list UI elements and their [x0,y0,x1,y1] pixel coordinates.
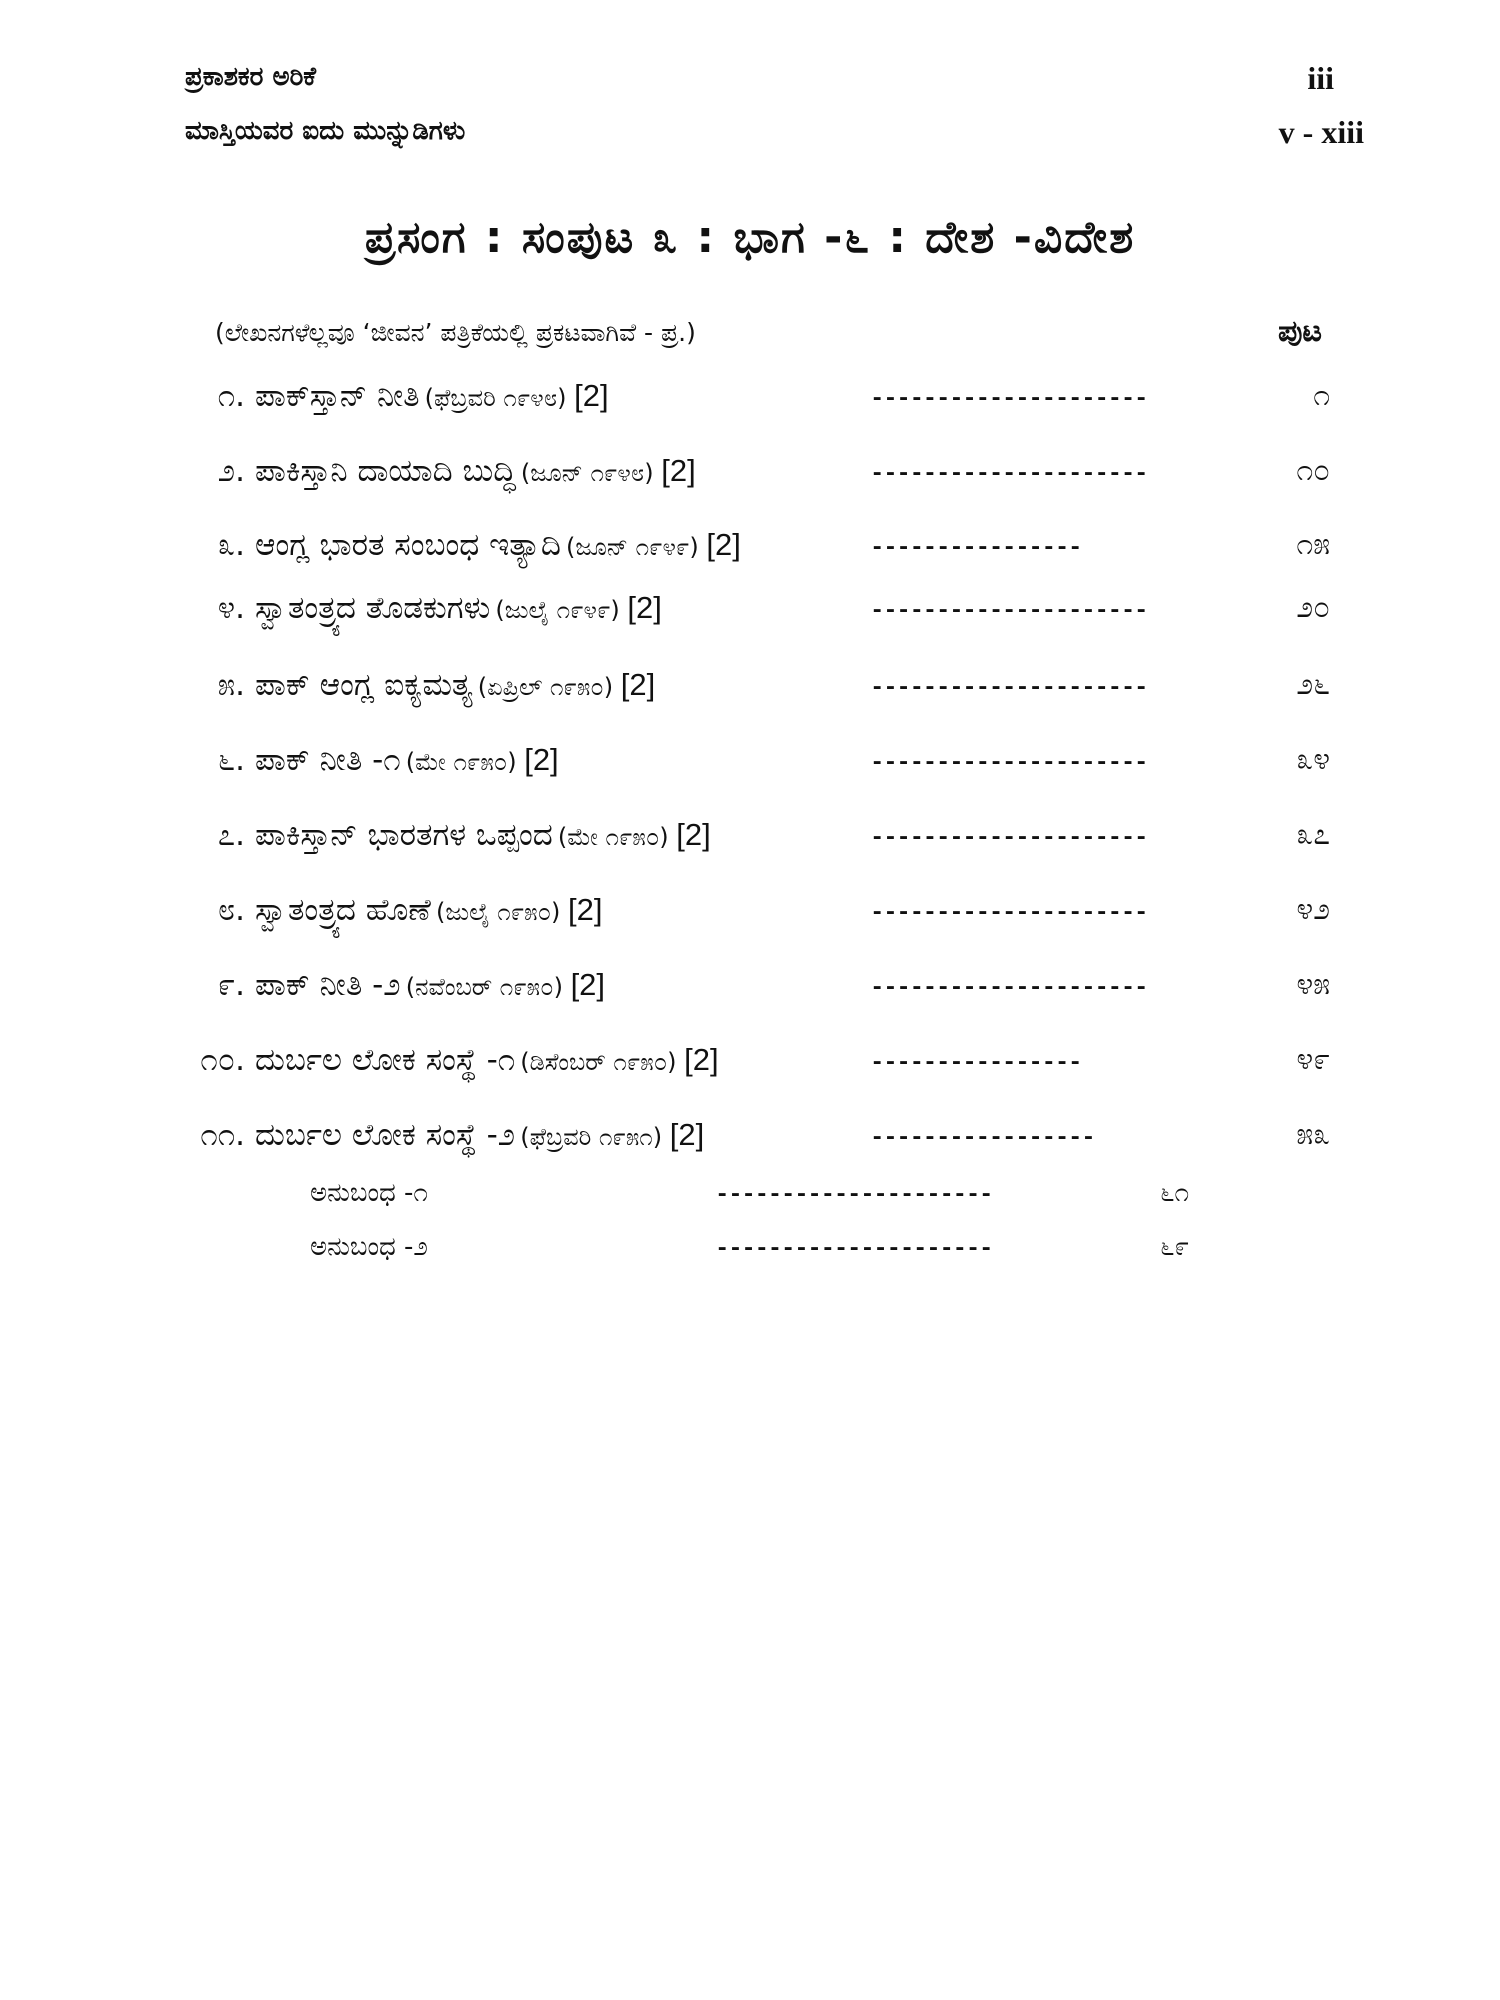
entry-number: ೯. [217,967,245,1003]
appendix-entry [0,1178,1500,1228]
entry-date: (ನವೆಂಬರ್ ೧೯೫೦) [405,973,571,1001]
entry-line [255,378,609,415]
page-column-heading: ಪುಟ [1277,314,1322,349]
front-matter-label: ಮಾಸ್ತಿಯವರ ಐದು ಮುನ್ನುಡಿಗಳು [185,116,466,146]
toc-entry [0,453,1500,503]
entry-leader: ----------------- [870,1125,1095,1152]
entry-line [255,590,662,627]
entry-title: ಪಾಕ್ ನೀತಿ -೨ [255,967,401,1003]
source-note: (ಲೇಖನಗಳೆಲ್ಲವೂ ‘ಜೀವನ’ ಪತ್ರಿಕೆಯಲ್ಲಿ ಪ್ರಕಟವಾಗಿವೆ - ಪ್ರ.) [215,318,696,347]
entry-title: ಸ್ವಾತಂತ್ರ್ಯದ ತೊಡಕುಗಳು [255,590,491,626]
entry-leader: --------------------- [870,900,1148,927]
entry-ref: [2] [620,667,656,702]
entry-leader: --------------------- [870,675,1148,702]
entry-number: ೧. [217,378,245,414]
entry-leader: --------------------- [870,386,1148,413]
entry-date: (ಫೆಬ್ರವರಿ ೧೯೪೮) [424,384,575,412]
entry-line [255,667,655,704]
entry-page: ೪೨ [1296,892,1330,927]
entry-line [255,1042,719,1079]
entry-title: ಪಾಕ್‌ಸ್ತಾನ್ ನೀತಿ [255,378,420,414]
entry-leader: --------------------- [870,598,1148,625]
toc-entry [0,1117,1500,1167]
entry-ref: [2] [706,527,741,562]
entry-date: (ಏಪ್ರಿಲ್ ೧೯೫೦) [477,673,621,701]
entry-date: (ಮೇ ೧೯೫೦) [405,748,525,776]
appendix-label: ಅನುಬಂಧ -೧ [310,1178,428,1208]
entry-page: ೫೩ [1296,1117,1330,1152]
entry-page: ೨೬ [1296,667,1330,702]
appendix-page: ೬೯ [1160,1232,1190,1262]
entry-date: (ಜುಲೈ ೧೯೫೦) [435,898,569,926]
entry-number: ೨. [217,453,245,489]
entry-number: ೭. [217,817,245,853]
entry-date: (ಮೇ ೧೯೫೦) [557,823,677,851]
front-matter-page: v - xiii [1278,114,1364,150]
entry-page: ೪೯ [1296,1042,1330,1077]
entry-number: ೪. [217,590,245,626]
toc-entry [0,527,1500,577]
entry-title: ದುರ್ಬಲ ಲೋಕ ಸಂಸ್ಥೆ -೧ [255,1042,516,1078]
entry-ref: [2] [524,742,559,777]
entry-date: (ಡಿಸೆಂಬರ್ ೧೯೫೦) [520,1048,685,1076]
appendix-leader: --------------------- [715,1182,993,1209]
entry-leader: --------------------- [870,461,1148,488]
entry-number: ೧೧. [200,1117,245,1153]
entry-leader: ---------------- [870,535,1082,562]
entry-line [255,892,602,929]
entry-leader: --------------------- [870,750,1148,777]
entry-number: ೬. [217,742,245,778]
entry-ref: [2] [627,590,662,625]
entry-page: ೩೭ [1296,817,1330,852]
entry-ref: [2] [568,892,603,927]
entry-number: ೮. [217,892,245,928]
front-matter-page: iii [1307,60,1334,96]
entry-title: ಪಾಕಿಸ್ತಾನಿ ದಾಯಾದಿ ಬುದ್ಧಿ [255,453,516,489]
appendix-leader: --------------------- [715,1236,993,1263]
entry-ref: [2] [574,378,609,413]
toc-entry [0,742,1500,792]
entry-title: ಪಾಕ್ ಆಂಗ್ಲ ಐಕ್ಯಮತ್ಯ [255,667,473,703]
entry-leader: ---------------- [870,1050,1082,1077]
entry-title: ಆಂಗ್ಲ ಭಾರತ ಸಂಬಂಧ ಇತ್ಯಾದಿ [255,527,561,563]
entry-line [255,817,711,854]
entry-date: (ಜೂನ್ ೧೯೪೮) [520,459,662,487]
entry-number: ೧೦. [200,1042,245,1078]
page-title: ಪ್ರಸಂಗ : ಸಂಪುಟ ೩ : ಭಾಗ -೬ : ದೇಶ -ವಿದೇಶ [364,212,1136,263]
appendix-page: ೬೧ [1160,1178,1190,1208]
toc-entry [0,967,1500,1017]
entry-line [255,1117,704,1154]
entry-leader: --------------------- [870,825,1148,852]
toc-entry [0,817,1500,867]
entry-title: ಪಾಕ್ ನೀತಿ -೧ [255,742,401,778]
entry-number: ೩. [217,527,245,563]
entry-ref: [2] [570,967,606,1002]
entry-line [255,967,605,1004]
entry-page: ೩೪ [1296,742,1330,777]
toc-entry [0,892,1500,942]
entry-ref: [2] [684,1042,719,1077]
entry-page: ೪೫ [1296,967,1330,1002]
entry-leader: --------------------- [870,975,1148,1002]
toc-entry [0,1042,1500,1092]
entry-title: ಸ್ವಾತಂತ್ರ್ಯದ ಹೊಣೆ [255,892,431,928]
entry-date: (ಫೆಬ್ರವರಿ ೧೯೫೧) [520,1123,670,1151]
entry-line [255,453,696,490]
appendix-entry [0,1232,1500,1282]
entry-date: (ಜುಲೈ ೧೯೪೯) [495,596,628,624]
toc-entry [0,590,1500,640]
entry-number: ೫. [217,667,245,703]
entry-title: ದುರ್ಬಲ ಲೋಕ ಸಂಸ್ಥೆ -೨ [255,1117,516,1153]
entry-ref: [2] [669,1117,705,1152]
toc-entry [0,378,1500,428]
entry-title: ಪಾಕಿಸ್ತಾನ್ ಭಾರತಗಳ ಒಪ್ಪಂದ [255,817,553,853]
toc-entry [0,667,1500,717]
entry-page: ೧೫ [1296,527,1330,562]
entry-page: ೧ [1313,378,1330,413]
appendix-label: ಅನುಬಂಧ -೨ [310,1232,428,1262]
entry-ref: [2] [676,817,711,852]
entry-ref: [2] [661,453,696,488]
entry-date: (ಜೂನ್ ೧೯೪೯) [566,533,707,561]
entry-line [255,742,559,779]
entry-page: ೧೦ [1296,453,1330,488]
entry-line [255,527,741,564]
front-matter-label: ಪ್ರಕಾಶಕರ ಅರಿಕೆ [185,62,317,92]
entry-page: ೨೦ [1296,590,1330,625]
